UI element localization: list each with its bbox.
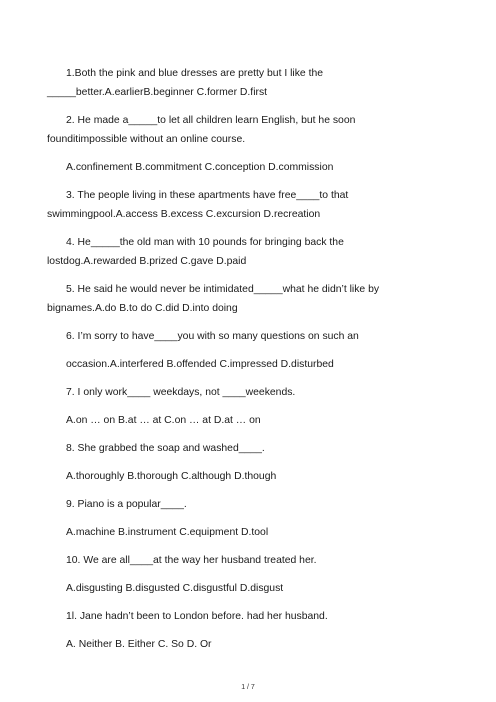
question-5-line-1: 5. He said he would never be intimidated_____what he didn’t like by xyxy=(66,284,380,295)
page-number: 1 / 7 xyxy=(241,684,255,691)
question-6-options: occasion.A.interfered B.offended C.impressed D.disturbed xyxy=(66,359,334,370)
question-2-line-1: 2. He made a_____to let all children learn English, but he soon xyxy=(66,115,356,126)
question-11-options: A. Neither B. Either C. So D. Or xyxy=(66,639,212,650)
question-1-line-1: 1.Both the pink and blue dresses are pretty but I like the xyxy=(66,68,324,79)
question-5-line-2: bignames.A.do B.to do C.did D.into doing xyxy=(47,303,238,314)
question-11: 1l. Jane hadn’t been to London before. had her husband. xyxy=(66,611,328,622)
question-2-options: A.confinement B.commitment C.conception D.commission xyxy=(66,162,334,173)
question-7-options: A.on … on B.at … at C.on … at D.at … on xyxy=(66,415,261,426)
question-4-line-1: 4. He_____the old man with 10 pounds for bringing back the xyxy=(66,237,344,248)
question-4-line-2: lostdog.A.rewarded B.prized C.gave D.paid xyxy=(47,256,247,267)
question-7: 7. I only work____ weekdays, not ____weekends. xyxy=(66,387,296,398)
question-2-line-2: founditimpossible without an online course. xyxy=(47,134,246,145)
question-9: 9. Piano is a popular____. xyxy=(66,499,187,510)
question-8-options: A.thoroughly B.thorough C.although D.though xyxy=(66,471,277,482)
question-8: 8. She grabbed the soap and washed____. xyxy=(66,443,265,454)
question-6: 6. I’m sorry to have____you with so many questions on such an xyxy=(66,331,359,342)
question-10-options: A.disgusting B.disgusted C.disgustful D.disgust xyxy=(66,583,284,594)
question-9-options: A.machine B.instrument C.equipment D.tool xyxy=(66,527,269,538)
question-1-line-2: _____better.A.earlierB.beginner C.former D.first xyxy=(47,87,268,98)
question-3-line-1: 3. The people living in these apartments have free____to that xyxy=(66,190,349,201)
question-10: 10. We are all____at the way her husband treated her. xyxy=(66,555,317,566)
question-list xyxy=(47,64,457,654)
question-3-line-2: swimmingpool.A.access B.excess C.excursion D.recreation xyxy=(47,209,321,220)
